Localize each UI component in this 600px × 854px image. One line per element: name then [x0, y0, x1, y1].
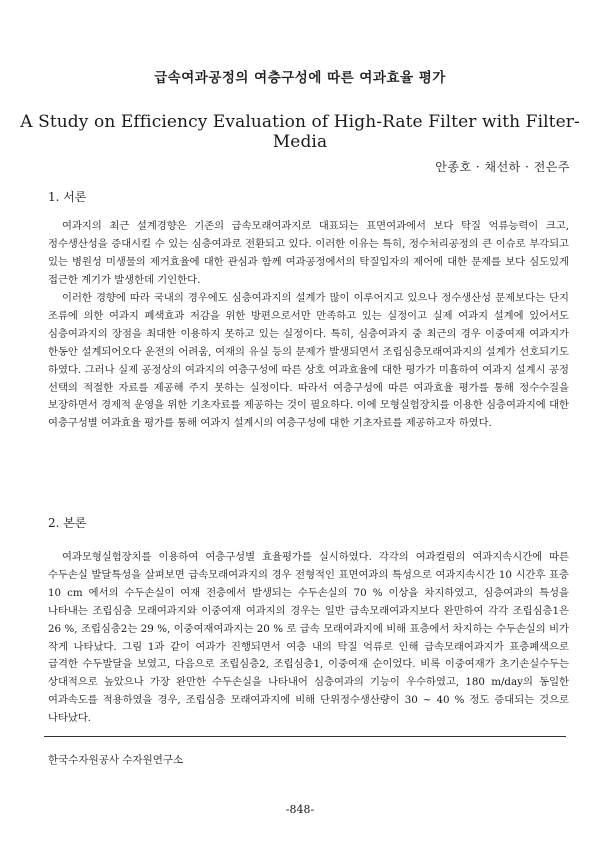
section-heading-introduction: 1. 서론	[48, 190, 87, 204]
paragraph: 여과지의 최근 설계경향은 기존의 급속모래여과지로 대표되는 표면여과에서 보다 탁질 억류능력이 크고, 정수생산성을 증대시킬 수 있는 심층여과로 전환되고 있다. 이러한 이유는 특히, 정수처리공정의 큰 이슈로 부각되고 있는 병원성 미생물의 제거효율에 대한 관심과 함께 여과공정에서의 탁질입자의 제어에 대한 문제를 보다 심도있게 접근한 계기가 발생한데 기인한다.	[48, 220, 569, 286]
authors: 안종호 · 채선하 · 전은주	[435, 160, 570, 174]
paragraph: 여과모형실험장치를 이용하여 여층구성별 효율평가를 실시하였다. 각각의 여과컬럼의 여과지속시간에 따른 수두손실 발달특성을 살펴보면 급속모래여과지의 경우 전형적인 표면여과의 특성으로 여과지속시간 10 시간후 표층 10 cm 에서의 수두손실이 여재 전층에서 발생되는 수두손실의 70 % 이상을 차지하였고, 심층여과의 특성을 나타내는 조립심층 모래여과지와 이중여재 여과지의 경우는 일반 급속모래여과지보다 완만하여 각각 조립심층1은 26 %, 조립심층2는 29 %, 이중여재여과지는 20 % 로 급속 모래여과지에 비해 표층에서 차지하는 수두손실의 비가 작게 나타났다. 그림 1과 같이 여과가 진행되면서 여층 내의 탁질 억류로 인해 급속모래여과지가 표층폐색으로 급격한 수두발달을 보였고, 다음으로 조립심층2, 조립심층1, 이중여재 순이었다. 비록 이중여재가 초기손실수두는 상대적으로 높았으나 가장 완만한 수두손실을 나타내어 심층여과의 기능이 우수하였고, 180 m/day의 동일한 여과속도를 적용하였을 경우, 조립심층 모래여과지에 비해 단위정수생산량이 30 ~ 40 % 정도 증대되는 것으로 나타났다.	[48, 551, 569, 725]
author-affiliation: 한국수자원공사 수자원연구소	[48, 754, 184, 766]
page-number: -848-	[285, 803, 315, 816]
footnote-divider	[44, 736, 566, 737]
title-english: A Study on Efficiency Evaluation of High-Rate Filter with Filter-Media	[20, 112, 580, 152]
section-heading-main: 2. 본론	[48, 516, 87, 530]
paragraph: 이러한 경향에 따라 국내의 경우에도 심층여과지의 설계가 많이 이루어지고 있으나 정수생산성 문제보다는 단지 조류에 의한 여과지 폐색효과 저감을 위한 방편으로서만 만족하고 있는 실정이고 실제 여과지 설계에 있어서도 심층여과지의 장점을 최대한 이용하지 못하고 있는 실정이다. 특히, 심층여과지 중 최근의 경우 이중여재 여과지가 한동안 설계되어오다 운전의 어려움, 여재의 유실 등의 문제가 발생되면서 조립심층모래여과지의 설계가 선호되기도 하였다. 그러나 실제 공정상의 여과지의 여층구성에 따른 상호 여과효율에 대한 평가가 미흡하여 여과지 설계시 공정 선택의 적절한 자료를 제공해 주지 못하는 실정이다. 따라서 여층구성에 따른 여과효율 평가를 통해 정수수질을 보장하면서 경제적 운영을 위한 기초자료를 제공하는 것이 필요하다. 이에 모형실험장치를 이용한 심층여과지에 대한 여층구성별 여과효율 평가를 통해 여과지 설계시의 여층구성에 대한 기초자료를 제공하고자 하였다.	[48, 292, 569, 430]
title-korean: 급속여과공정의 여층구성에 따른 여과효율 평가	[154, 70, 446, 86]
